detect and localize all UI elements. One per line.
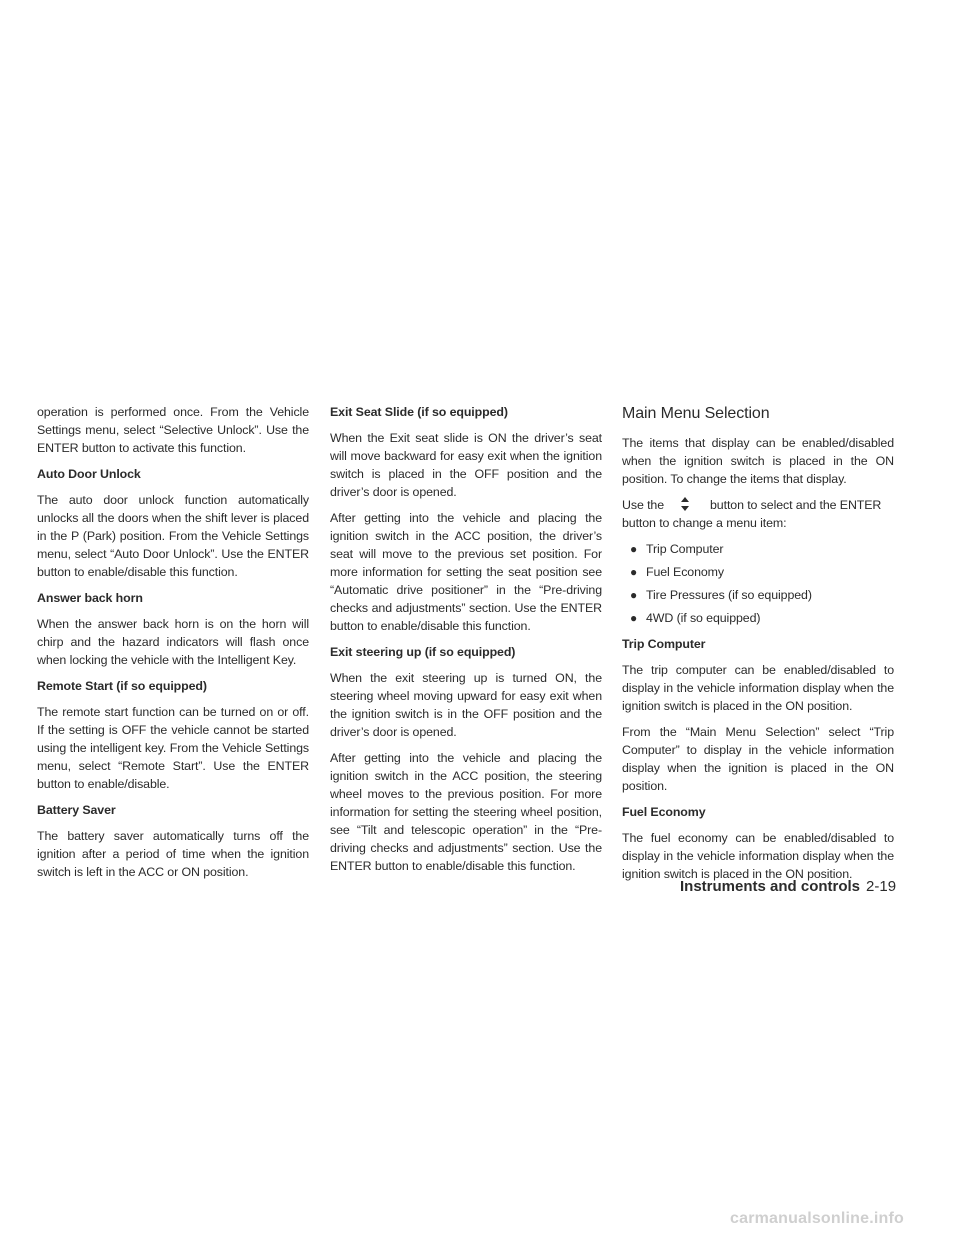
bullet-icon: ● [630,611,638,625]
main-menu-selection-title: Main Menu Selection [622,405,770,422]
trip-computer-text-1: The trip computer can be enabled/disabled to display in the vehicle information display when the ignition switch is placed in the ON position. [622,663,894,713]
trip-computer-heading: Trip Computer [622,637,706,651]
main-menu-intro: The items that display can be enabled/disabled when the ignition switch is placed in the ON position. To change the items that display. [622,436,894,486]
list-item-text: Fuel Economy [646,565,724,579]
exit-steering-up-heading: Exit steering up (if so equipped) [330,645,516,659]
remote-start-text: The remote start function can be turned on or off. If the setting is OFF the vehicle cannot be started using the intelligent key. From the Vehicle Settings menu, select “Remote Start”. Use the ENTER button to enable/disable. [37,705,309,791]
column-right [622,403,894,891]
exit-seat-slide-text-2: After getting into the vehicle and placing the ignition switch in the ACC position, the driver’s seat will move to the previous set position. For more information for setting the seat position see “Automatic drive positioner” in the “Pre-driving checks and adjustments” section. Use the ENTER button to enable/disable this function. [330,511,602,633]
exit-seat-slide-text-1: When the Exit seat slide is ON the driver’s seat will move backward for easy exit when the ignition switch is placed in the OFF position and the driver’s door is opened. [330,431,602,499]
bullet-icon: ● [630,565,638,579]
exit-steering-up-text-1: When the exit steering up is turned ON, the steering wheel moving upward for easy exit when the ignition switch is in the OFF position and the driver’s door is opened. [330,671,602,739]
up-down-arrow-icon [674,496,698,514]
remote-start-heading: Remote Start (if so equipped) [37,679,207,693]
list-item-text: Trip Computer [646,542,724,556]
auto-door-unlock-text: The auto door unlock function automatically unlocks all the doors when the shift lever is placed in the P (Park) position. From the Vehicle Settings menu, select “Auto Door Unlock”. Use the ENTER button to enable/disable this function. [37,493,309,579]
intro-paragraph: operation is performed once. From the Vehicle Settings menu, select “Selective Unlock”. Use the ENTER button to activate this function. [37,405,309,455]
use-button-instruction [622,496,894,532]
trip-computer-text-2: From the “Main Menu Selection” select “Trip Computer” to display in the vehicle information display when the ignition is placed in the ON position. [622,725,894,793]
watermark: carmanualsonline.info [730,1210,905,1227]
exit-steering-up-text-2: After getting into the vehicle and placing the ignition switch in the ACC position, the steering wheel moves to the previous position. For more information for setting the steering wheel position, see “Tilt and telescopic operation” in the “Pre-driving checks and adjustments” section. Use the ENTER button to enable/disable this function. [330,751,602,873]
battery-saver-text: The battery saver automatically turns off the ignition after a period of time when the ignition switch is left in the ACC or ON position. [37,829,309,879]
list-item [630,563,894,581]
page-number: 2-19 [866,878,897,895]
column-middle [330,403,602,883]
exit-seat-slide-heading: Exit Seat Slide (if so equipped) [330,405,508,419]
column-left [37,403,309,889]
use-rest-text: button to select and the ENTER button to change a menu item: [622,498,882,530]
page-footer [680,876,920,898]
menu-items-list [622,540,894,627]
bullet-icon: ● [630,542,638,556]
list-item-text: 4WD (if so equipped) [646,611,761,625]
use-the-text: Use the [622,498,665,512]
bullet-icon: ● [630,588,638,602]
fuel-economy-heading: Fuel Economy [622,805,706,819]
auto-door-unlock-heading: Auto Door Unlock [37,467,141,481]
answer-back-horn-heading: Answer back horn [37,591,143,605]
battery-saver-heading: Battery Saver [37,803,116,817]
list-item-text: Tire Pressures (if so equipped) [646,588,812,602]
fuel-economy-text: The fuel economy can be enabled/disabled to display in the vehicle information display when the ignition switch is placed in the ON position. [622,831,894,881]
list-item [630,586,894,604]
list-item [630,540,894,558]
list-item [630,609,894,627]
answer-back-horn-text: When the answer back horn is on the horn will chirp and the hazard indicators will flash once when locking the vehicle with the Intelligent Key. [37,617,309,667]
footer-section-title: Instruments and controls [680,878,861,895]
